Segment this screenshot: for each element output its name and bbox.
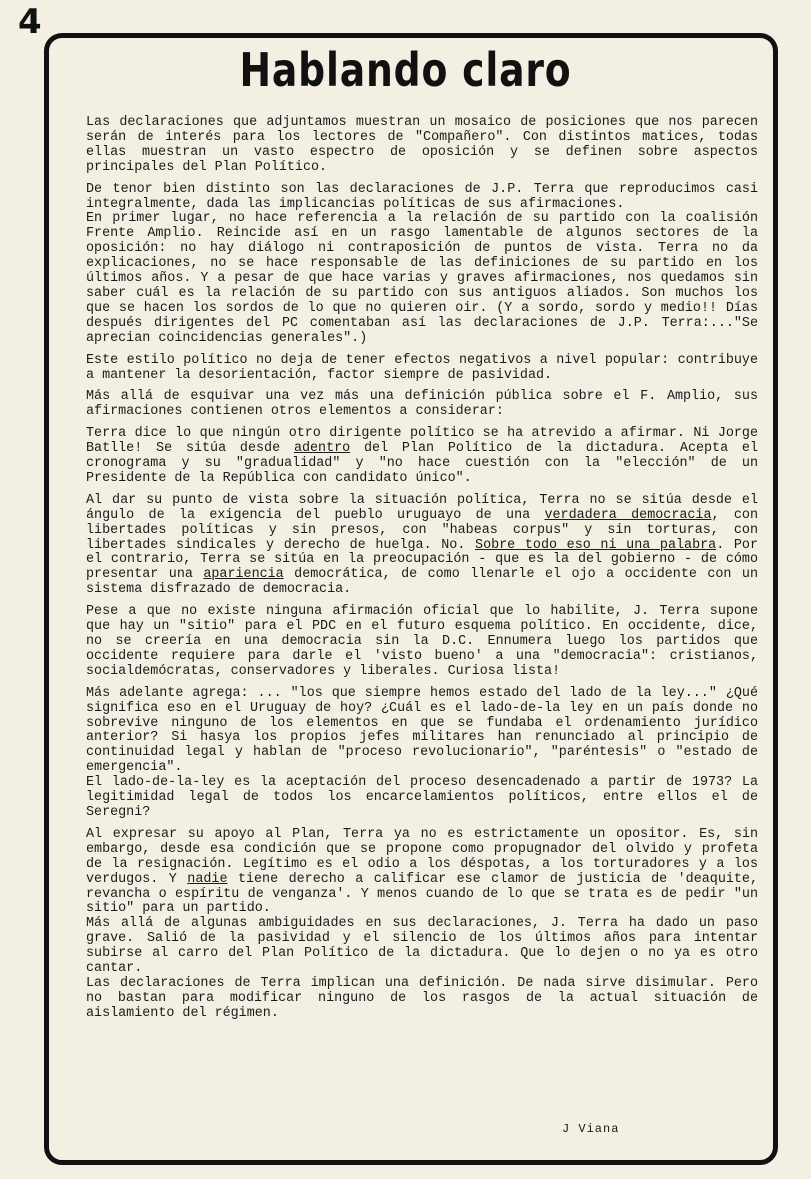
article-headline: Hablando claro [239,43,572,97]
underlined-sobre-todo: Sobre todo eso ni una palabra [475,537,717,553]
paragraph-10: El lado-de-la-ley es la aceptación del proceso desencadenado a partir de 1973? La legitimidad legal de todos los encarcelamientos políticos, entre ellos el de Seregni? [86,775,758,820]
underlined-adentro: adentro [293,441,351,457]
paragraph-7-text-b: , con libertades políticas y sin presos, con "habeas corpus" y sin torturas, con libertades sindicales y derecho de huelga. No. [86,507,758,553]
underlined-verdadera-democracia: verdadera democracia [544,507,712,523]
paragraph-7-text-a: Al dar su punto de vista sobre la situación política, Terra no se sitúa desde el ángulo de la exigencia del pueblo uruguayo de una [86,492,758,523]
paragraph-13: Las declaraciones de Terra implican una definición. De nada sirve disimular. Pero no bastan para modificar ninguno de los rasgos de la actual situación de aislamiento del régimen. [86,975,758,1021]
underlined-apariencia: apariencia [203,567,284,583]
paragraph-2: De tenor bien distinto son las declaraciones de J.P. Terra que reproducimos casi integralmente, dada las implicancias políticas de sus afirmaciones. [86,181,758,212]
paragraph-6 [86,427,758,487]
paragraph-5: Más allá de esquivar una vez más una definición pública sobre el F. Amplio, sus afirmaciones contienen otros elementos a considerar: [86,389,758,420]
paragraph-7 [86,494,758,598]
paragraph-7-text-d: democrática, de como llenarle el ojo a occidente con un sistema disfrazado de democracia. [86,567,759,598]
author-signature: J Viana [562,1122,620,1136]
paragraph-3: En primer lugar, no hace referencia a la relación de su partido con la coalisión Frente Amplio. Reincide así en un rasgo lamentable de algunos sectores de la oposición: no hay diálogo ni contraposición de puntos de vista. Terra no da explicaciones, no se hace responsable de las definiciones de su partido en los últimos años. Y a pesar de que hace varias y graves afirmaciones, nos quedamos sin saber cuál es la relación de su partido con sus antiguos aliados. Son muchos los que se hacen los sordos de lo que no quieren oir. (Y a sordo, sordo y medio!! Días después dirigentes del PC comentaban así las declaraciones de J.P. Terra:..."Se aprecian coincidencias generales".) [86,211,758,346]
underlined-nadie: nadie [187,871,228,887]
paragraph-4: Este estilo político no deja de tener efectos negativos a nivel popular: contribuye a mantener la desorientación, factor siempre de pasividad. [86,352,758,383]
paragraph-6-text-a: Terra dice lo que ningún otro dirigente político se ha atrevido a afirmar. Ni Jorge Batlle! Se sitúa desde [86,426,758,457]
paragraph-1: Las declaraciones que adjuntamos muestran un mosaico de posiciones que nos parecen serán de interés para los lectores de "Compañero". Con distintos matices, todas ellas muestran un vasto espectro de oposición y se definen sobre aspectos principales del Plan Político. [86,115,758,175]
paragraph-6-text-b: del Plan Político de la dictadura. Acepta el cronograma y su "gradualidad" y "no hace cuestión con la "elección" de un Presidente de la República con candidato único". [86,441,759,486]
page-number: 4 [18,2,42,42]
paragraph-11 [86,828,758,917]
paragraph-9: Más adelante agrega: ... "los que siempre hemos estado del lado de la ley..." ¿Qué significa eso en el Uruguay de hoy? ¿Cuál es el lado-de-la ley en un país donde no sobrevive ninguno de los elementos en que se fundaba el ordenamiento jurídico anterior? Si hasya los propios jefes militares han renunciado al principio de continuidad legal y hablan de "proceso revolucionario", "paréntesis" o "estado de emergencia". [86,685,758,776]
paragraph-8: Pese a que no existe ninguna afirmación oficial que lo habilite, J. Terra supone que hay un "sitio" para el PDC en el futuro esquema político. En occidente, dice, no se creería en una democracia sin la D.C. Ennumera luego los partidos que occidente requiere para darle el 'visto bueno' a una "democracia": cristianos, socialdemócratas, conservadores y liberales. Curiosa lista! [86,604,758,679]
article-body [86,116,758,1029]
paragraph-12: Más allá de algunas ambiguidades en sus declaraciones, J. Terra ha dado un paso grave. Salió de la pasividad y el silencio de los últimos años para intentar subirse al carro del Plan Político de la dictadura. Que lo dejen o no ya es otro cantar. [86,916,758,977]
paragraph-7-text-c: . Por el contrario, Terra se sitúa en la preocupación - que es la del gobierno - de cómo presentar una [86,537,758,583]
paragraph-11-text-a: Al expresar su apoyo al Plan, Terra ya no es estrictamente un opositor. Es, sin embargo, desde esa condición que se propone como propugnador del olvido y profeta de la resignación. Legítimo es el odio a los déspotas, a los torturadores y a los verdugos. Y [86,826,758,887]
paragraph-11-text-b: tiene derecho a calificar ese clamor de justicia de 'deaquite, revancha o espíritu de venganza'. Y menos cuando de lo que se trata es de pedir "un sitio" para un partido. [86,871,759,917]
